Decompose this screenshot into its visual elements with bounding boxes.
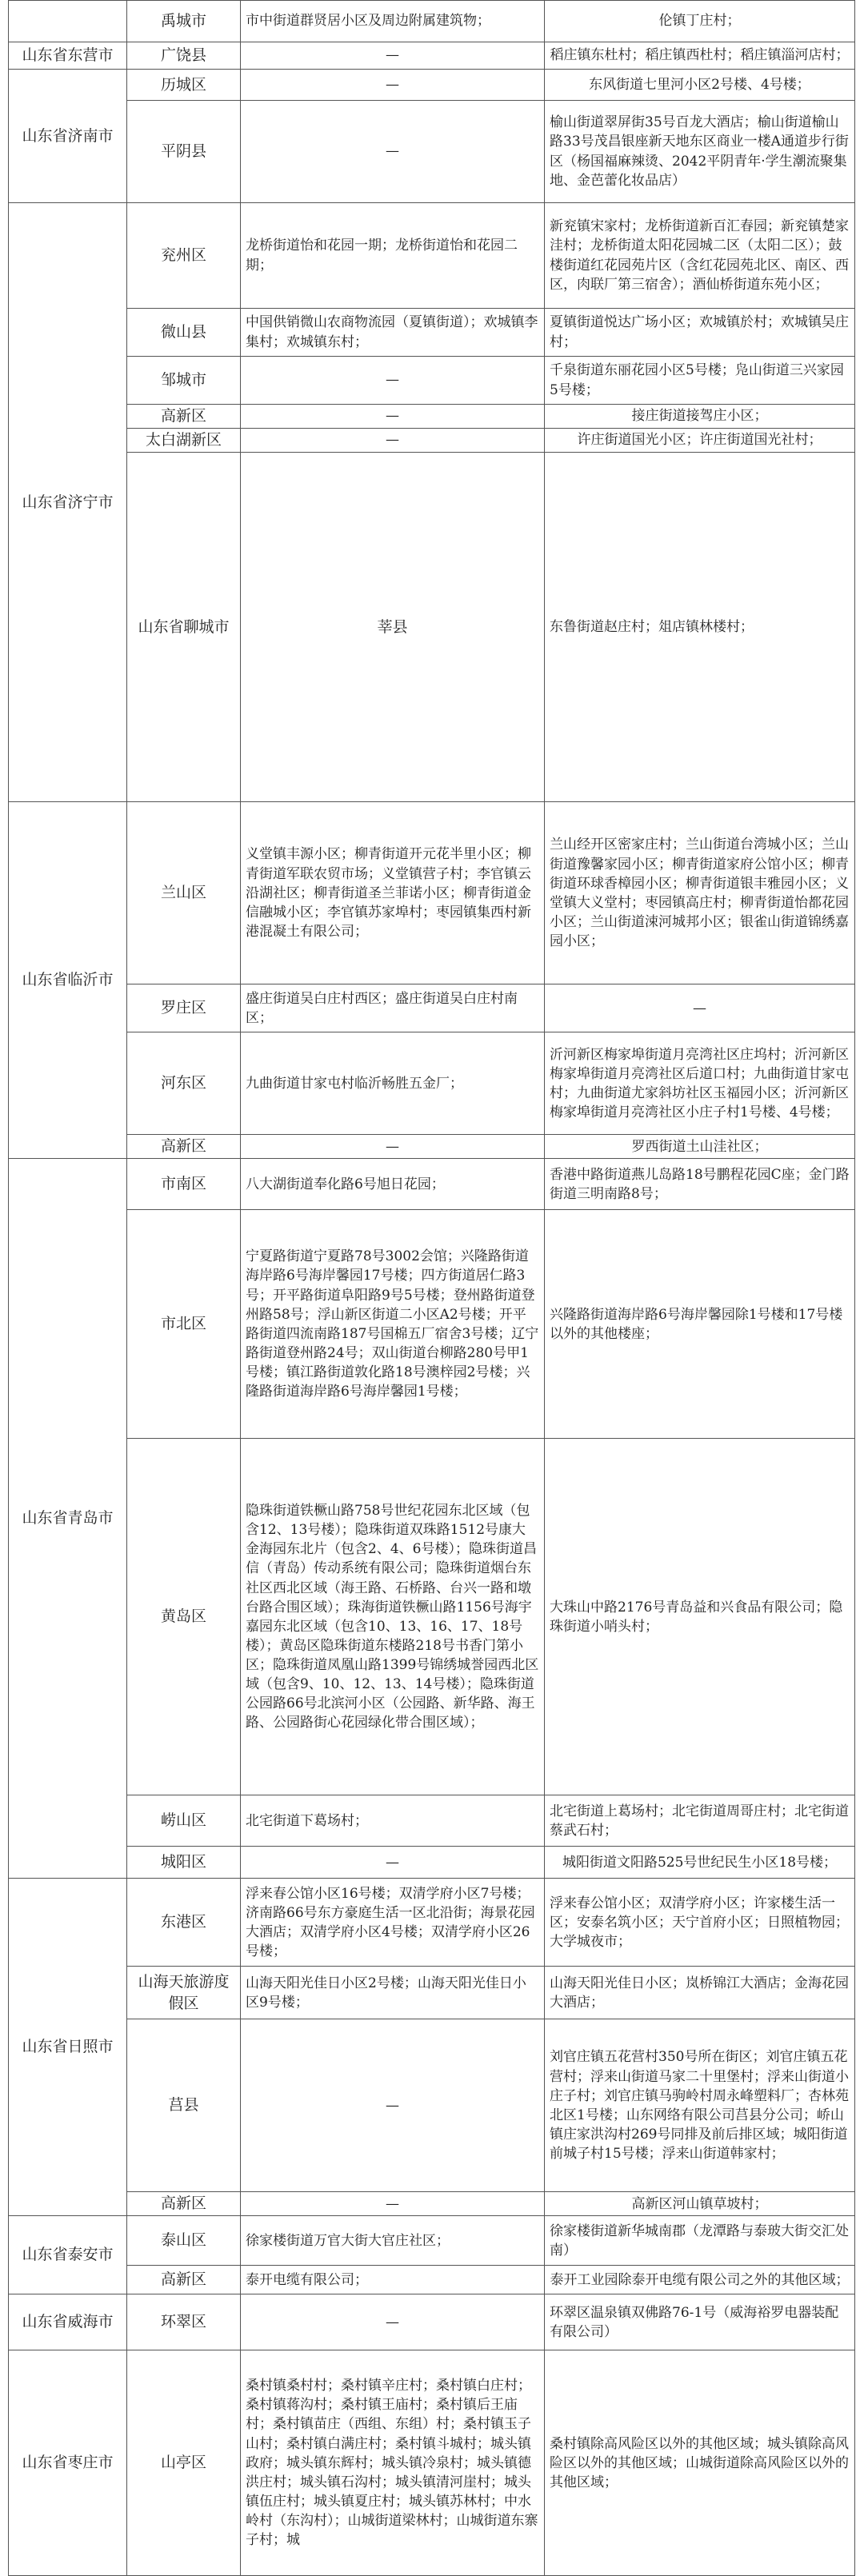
high-risk-area-cell: —	[241, 2192, 545, 2216]
medium-risk-area-cell: 罗西街道土山洼社区；	[545, 1135, 855, 1159]
district-cell: 环翠区	[127, 2294, 241, 2350]
medium-risk-area-cell: 刘官庄镇五花营村350号所在街区；刘官庄镇五花营村；浮来山街道马家二十里堡村；浮来山街道小庄子村；刘官庄镇马驹岭村周永峰塑料厂；杏林苑北区1号楼；山东网络有限公司莒县分公司；峤山镇庄家洪沟村269号同排及前后排区域；城阳街道前城子村15号楼；浮来山街道韩家村；	[545, 2019, 855, 2192]
medium-risk-area-cell: 北宅街道上葛场村；北宅街道周哥庄村；北宅街道蔡武石村；	[545, 1795, 855, 1847]
district-cell: 兖州区	[127, 203, 241, 309]
table-row	[9, 1879, 855, 1967]
medium-risk-area-cell: 桑村镇除高风险区以外的其他区域；城头镇除高风险区以外的其他区域；山城街道除高风险区以外的其他区域；	[545, 2350, 855, 2576]
table-row	[9, 70, 855, 101]
medium-risk-area-cell: 许庄街道国光小区；许庄街道国光社村；	[545, 429, 855, 453]
city-cell: 山东省聊城市	[127, 453, 241, 802]
table-row	[9, 2019, 855, 2192]
table-row	[9, 802, 855, 984]
district-cell: 城阳区	[127, 1847, 241, 1879]
table-row	[9, 357, 855, 405]
high-risk-area-cell: 义堂镇丰源小区；柳青街道开元花半里小区；柳青街道军联农贸市场；义堂镇营子村；李官镇云沿湖社区；柳青街道圣兰菲诺小区；柳青街道金信融城小区；李官镇苏家埠村；枣园镇集西村新港混凝土有限公司；	[241, 802, 545, 984]
district-cell: 东港区	[127, 1879, 241, 1967]
high-risk-area-cell: 东鲁街道赵庄村；俎店镇林楼村；	[545, 453, 855, 802]
high-risk-area-cell: 龙桥街道怡和花园一期；龙桥街道怡和花园二期；	[241, 203, 545, 309]
medium-risk-area-cell: 兰山经开区密家庄村；兰山街道台湾城小区；兰山街道豫馨家园小区；柳青街道家府公馆小区；柳青街道环球香樟园小区；柳青街道银丰雅园小区；义堂镇大义堂村；枣园镇高庄村；柳青街道怡都花园小区；兰山街道涑河城邦小区；银雀山街道锦绣嘉园小区；	[545, 802, 855, 984]
medium-risk-area-cell: 香港中路街道燕儿岛路18号鹏程花园C座；金门路街道三明南路8号；	[545, 1159, 855, 1210]
table-row	[9, 1135, 855, 1159]
high-risk-area-cell: 盛庄街道吴白庄村西区；盛庄街道吴白庄村南区；	[241, 984, 545, 1032]
high-risk-area-cell: —	[241, 1847, 545, 1879]
district-cell: 广饶县	[127, 42, 241, 70]
city-cell: 山东省济南市	[9, 70, 127, 203]
district-cell: 泰山区	[127, 2216, 241, 2266]
district-cell: 高新区	[127, 1135, 241, 1159]
high-risk-area-cell: 泰开电缆有限公司；	[241, 2266, 545, 2294]
table-row	[9, 309, 855, 357]
city-cell: 山东省东营市	[9, 42, 127, 70]
table-row	[9, 2192, 855, 2216]
high-risk-area-cell: 中国供销微山农商物流园（夏镇街道）；欢城镇李集村；欢城镇东村；	[241, 309, 545, 357]
high-risk-area-cell: 桑村镇桑村村；桑村镇辛庄村；桑村镇白庄村；桑村镇蒋沟村；桑村镇王庙村；桑村镇后王庙村；桑村镇苗庄（西组、东组）村；桑村镇玉子山村；桑村镇白满庄村；桑村镇斗城村；城头镇政府；城头镇东辉村；城头镇冷泉村；城头镇德洪庄村；城头镇石沟村；城头镇清河崖村；城头镇伍庄村；城头镇夏庄村；城头镇苏林村；中水岭村（东沟村）；山城街道梁林村；山城街道东寨子村；城	[241, 2350, 545, 2576]
high-risk-area-cell: 八大湖街道奉化路6号旭日花园；	[241, 1159, 545, 1210]
high-risk-area-cell: —	[241, 101, 545, 203]
district-cell: 山亭区	[127, 2350, 241, 2576]
city-cell: 山东省枣庄市	[9, 2350, 127, 2576]
city-cell: 山东省日照市	[9, 1879, 127, 2216]
table-row	[9, 2216, 855, 2266]
medium-risk-area-cell: 兴隆路街道海岸路6号海岸馨园除1号楼和17号楼以外的其他楼座；	[545, 1210, 855, 1439]
medium-risk-area-cell: 浮来春公馆小区；双清学府小区；许家楼生活一区；安泰名筑小区；天宁首府小区；日照植物园；大学城夜市；	[545, 1879, 855, 1967]
table-row	[9, 1032, 855, 1135]
high-risk-area-cell: 浮来春公馆小区16号楼；双清学府小区7号楼；济南路66号东方豪庭生活一区北沿街；海景花园大酒店；双清学府小区4号楼；双清学府小区26号楼；	[241, 1879, 545, 1967]
high-risk-area-cell: —	[241, 2019, 545, 2192]
city-cell	[9, 1, 127, 42]
table-row	[9, 2266, 855, 2294]
medium-risk-area-cell: 东风街道七里河小区2号楼、4号楼；	[545, 70, 855, 101]
district-cell: 微山县	[127, 309, 241, 357]
high-risk-area-cell: 徐家楼街道万官大街大官庄社区；	[241, 2216, 545, 2266]
table-row	[9, 984, 855, 1032]
district-cell: 河东区	[127, 1032, 241, 1135]
high-risk-area-cell: 市中街道群贤居小区及周边附属建筑物；	[241, 1, 545, 42]
high-risk-area-cell: 隐珠街道铁橛山路758号世纪花园东北区域（包含12、13号楼）；隐珠街道双珠路1512号康大金海园东北片（包含2、4、6号楼）；隐珠街道昌信（青岛）传动系统有限公司；隐珠街道烟台东社区西北区域（海王路、石桥路、台兴一路和墩台路合围区域）；珠海街道铁橛山路1156号海宇嘉园东北区域（包含10、13、16、17、18号楼）；黄岛区隐珠街道东楼路218号书香门第小区；隐珠街道凤凰山路1399号锦绣城誉园西北区域（包含9、10、12、13、14号楼）；隐珠街道公园路66号北滨河小区（公园路、新华路、海王路、公园路街心花园绿化带合围区域）；	[241, 1439, 545, 1795]
risk-area-table	[8, 0, 855, 2576]
table-row	[9, 429, 855, 453]
high-risk-area-cell: —	[241, 429, 545, 453]
medium-risk-area-cell: 新兖镇宋家村；龙桥街道新百汇春园；新兖镇楚家洼村；龙桥街道太阳花园城二区（太阳二区）；鼓楼街道红花园苑片区（含红花园苑北区、南区、西区，肉联厂第三宿舍）；酒仙桥街道东苑小区；	[545, 203, 855, 309]
table-row	[9, 2294, 855, 2350]
city-cell: 山东省临沂市	[9, 802, 127, 1159]
district-cell: 市北区	[127, 1210, 241, 1439]
medium-risk-area-cell: 山海天阳光佳日小区；岚桥锦江大酒店；金海花园大酒店；	[545, 1967, 855, 2019]
table-body	[9, 1, 855, 2576]
district-cell: 黄岛区	[127, 1439, 241, 1795]
district-cell: 莘县	[241, 453, 545, 802]
district-cell: 崂山区	[127, 1795, 241, 1847]
table-row	[9, 1847, 855, 1879]
district-cell: 市南区	[127, 1159, 241, 1210]
table-row	[9, 1967, 855, 2019]
medium-risk-area-cell: 高新区河山镇草坡村；	[545, 2192, 855, 2216]
district-cell: 平阴县	[127, 101, 241, 203]
district-cell: 历城区	[127, 70, 241, 101]
district-cell: 兰山区	[127, 802, 241, 984]
medium-risk-area-cell: 泰开工业园除泰开电缆有限公司之外的其他区域；	[545, 2266, 855, 2294]
district-cell: 太白湖新区	[127, 429, 241, 453]
high-risk-area-cell: —	[241, 2294, 545, 2350]
district-cell: 禹城市	[127, 1, 241, 42]
medium-risk-area-cell: 环翠区温泉镇双佛路76-1号（威海裕罗电器装配有限公司）	[545, 2294, 855, 2350]
city-cell: 山东省青岛市	[9, 1159, 127, 1879]
district-cell: 高新区	[127, 2192, 241, 2216]
district-cell: 莒县	[127, 2019, 241, 2192]
district-cell: 罗庄区	[127, 984, 241, 1032]
high-risk-area-cell: —	[241, 42, 545, 70]
medium-risk-area-cell: 稻庄镇东杜村；稻庄镇西杜村；稻庄镇淄河店村；	[545, 42, 855, 70]
table-row	[9, 1210, 855, 1439]
medium-risk-area-cell: 城阳街道文阳路525号世纪民生小区18号楼；	[545, 1847, 855, 1879]
high-risk-area-cell: —	[241, 357, 545, 405]
medium-risk-area-cell: 大珠山中路2176号青岛益和兴食品有限公司；隐珠街道小哨头村；	[545, 1439, 855, 1795]
table-row	[9, 2350, 855, 2576]
city-cell: 山东省泰安市	[9, 2216, 127, 2294]
table-row	[9, 1159, 855, 1210]
high-risk-area-cell: 宁夏路街道宁夏路78号3002会馆；兴隆路街道海岸路6号海岸馨园17号楼；四方街道居仁路3号；开平路街道阜阳路9号5号楼；登州路街道登州路58号；浮山新区街道二小区A2号楼；开平路街道四流南路187号国棉五厂宿舍3号楼；辽宁路街道登州路24号；双山街道台柳路280号甲1号楼；镇江路街道敦化路18号澳梓园2号楼；兴隆路街道海岸路6号海岸馨园1号楼；	[241, 1210, 545, 1439]
high-risk-area-cell: 北宅街道下葛场村；	[241, 1795, 545, 1847]
high-risk-area-cell: —	[241, 1135, 545, 1159]
high-risk-area-cell: —	[241, 405, 545, 429]
high-risk-area-cell: —	[241, 70, 545, 101]
district-cell: 高新区	[127, 2266, 241, 2294]
medium-risk-area-cell: —	[545, 984, 855, 1032]
medium-risk-area-cell: 夏镇街道悦达广场小区；欢城镇於村；欢城镇吴庄村；	[545, 309, 855, 357]
city-cell: 山东省威海市	[9, 2294, 127, 2350]
table-row	[9, 1439, 855, 1795]
medium-risk-area-cell: 榆山街道翠屏街35号百龙大酒店；榆山街道榆山路33号茂昌银座新天地东区商业一楼A通道步行街区（杨国福麻辣烫、2042平阴青年·学生潮流聚集地、金芭蕾化妆品店）	[545, 101, 855, 203]
medium-risk-area-cell: 沂河新区梅家埠街道月亮湾社区庄坞村；沂河新区梅家埠街道月亮湾社区后道口村；九曲街道甘家屯村；九曲街道尤家斜坊社区玉福园小区；沂河新区梅家埠街道月亮湾社区小庄子村1号楼、4号楼；	[545, 1032, 855, 1135]
city-cell: 山东省济宁市	[9, 203, 127, 802]
table-row	[9, 1, 855, 42]
medium-risk-area-cell: 徐家楼街道新华城南郡（龙潭路与泰玻大街交汇处南）	[545, 2216, 855, 2266]
table-row	[9, 42, 855, 70]
medium-risk-area-cell: 千泉街道东丽花园小区5号楼；凫山街道三兴家园5号楼；	[545, 357, 855, 405]
district-cell: 山海天旅游度假区	[127, 1967, 241, 2019]
district-cell: 邹城市	[127, 357, 241, 405]
high-risk-area-cell: 九曲街道甘家屯村临沂畅胜五金厂；	[241, 1032, 545, 1135]
table-row	[9, 1795, 855, 1847]
table-row	[9, 101, 855, 203]
table-row	[9, 453, 855, 802]
medium-risk-area-cell: 伦镇丁庄村；	[545, 1, 855, 42]
district-cell: 高新区	[127, 405, 241, 429]
table-row	[9, 405, 855, 429]
high-risk-area-cell: 山海天阳光佳日小区2号楼；山海天阳光佳日小区9号楼；	[241, 1967, 545, 2019]
table-row	[9, 203, 855, 309]
medium-risk-area-cell: 接庄街道接驾庄小区；	[545, 405, 855, 429]
